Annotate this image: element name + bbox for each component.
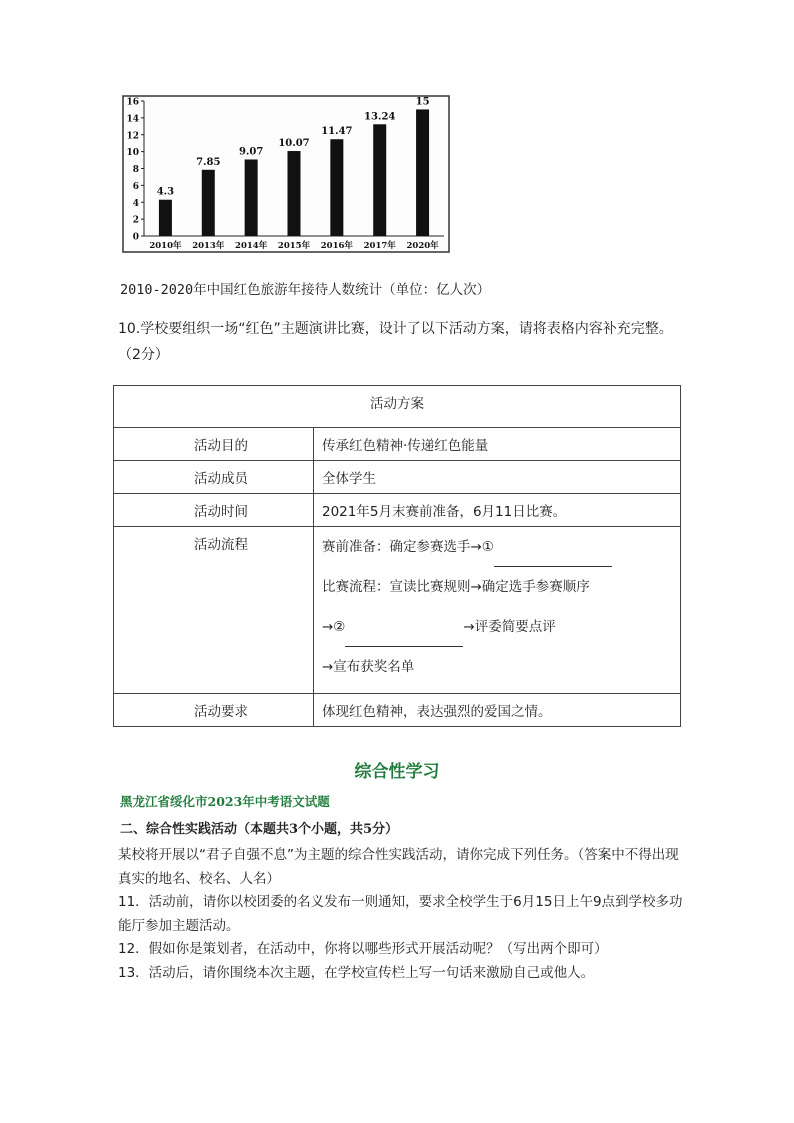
bar-value-label: 9.07 (238, 146, 264, 158)
bar-chart-svg (122, 95, 450, 253)
section-title: 综合性学习 (354, 762, 440, 782)
x-tick-label: 2017年 (363, 241, 396, 251)
y-tick-label: 6 (132, 181, 139, 192)
requirement-value: 体现红色精神，表达强烈的爱国之情。 (314, 694, 681, 727)
question-11: 11．活动前，请你以校团委的名义发布一则通知，要求全校学生于6月15日上午9点到学校多功能厅参加主题活动。 (118, 894, 683, 934)
process-line-4: →宣布获奖名单 (322, 659, 415, 675)
requirement-label: 活动要求 (114, 694, 314, 727)
bar (245, 159, 258, 236)
bar-value-label: 4.3 (156, 186, 175, 198)
bar (416, 109, 429, 236)
time-label: 活动时间 (114, 494, 314, 527)
chart-caption: 2010-2020年中国红色旅游年接待人数统计（单位：亿人次） (120, 282, 491, 298)
y-tick-label: 12 (126, 131, 139, 142)
bar-value-label: 13.24 (364, 111, 396, 123)
y-tick-label: 0 (132, 232, 139, 243)
y-tick-label: 4 (132, 198, 139, 209)
question-10: 10.学校要组织一场“红色”主题演讲比赛，设计了以下活动方案，请将表格内容补充完整。（2分） (118, 321, 673, 363)
purpose-label: 活动目的 (114, 428, 314, 461)
bar (288, 151, 301, 236)
table-header: 活动方案 (114, 386, 681, 428)
process-label: 活动流程 (114, 527, 314, 694)
x-tick-label: 2015年 (277, 241, 311, 251)
table-row (114, 428, 681, 461)
part-heading: 二、综合性实践活动（本题共3个小题，共5分） (120, 822, 399, 837)
blank-1[interactable] (494, 548, 612, 567)
bar-value-label: 15 (415, 96, 430, 108)
y-tick-label: 8 (132, 165, 139, 175)
process-value (314, 527, 681, 694)
bar (330, 139, 343, 236)
bar-value-label: 10.07 (278, 138, 310, 150)
x-tick-label: 2013年 (192, 241, 225, 251)
process-line-2: 比赛流程：宣读比赛规则→确定选手参赛顺序 (322, 579, 590, 595)
blank-2[interactable] (345, 628, 463, 647)
bar (373, 124, 386, 236)
x-tick-label: 2016年 (320, 241, 353, 251)
x-tick-label: 2014年 (235, 241, 268, 251)
members-value: 全体学生 (314, 461, 681, 494)
question-12: 12．假如你是策划者，在活动中，你将以哪些形式开展活动呢？（写出两个即可） (118, 941, 608, 957)
time-value: 2021年5月末赛前准备，6月11日比赛。 (314, 494, 681, 527)
table-row (114, 694, 681, 727)
question-body (118, 844, 688, 985)
exam-source: 黑龙江省绥化市2023年中考语文试题 (120, 794, 330, 809)
y-tick-label: 2 (132, 215, 139, 226)
table-row (114, 461, 681, 494)
bar (159, 200, 172, 236)
y-tick-label: 10 (126, 148, 139, 159)
x-tick-label: 2020年 (406, 241, 439, 251)
members-label: 活动成员 (114, 461, 314, 494)
y-tick-label: 16 (126, 97, 139, 108)
bar-value-label: 7.85 (196, 156, 221, 168)
question-13: 13．活动后，请你围绕本次主题，在学校宣传栏上写一句话来激励自己或他人。 (118, 964, 595, 981)
process-line-3: →② →评委简要点评 (322, 607, 672, 647)
x-tick-label: 2010年 (149, 241, 182, 251)
intro-text: 某校将开展以“君子自强不息”为主题的综合性实践活动，请你完成下列任务。（答案中不得出现真实的地名、校名、人名） (118, 847, 679, 887)
table-row (114, 386, 681, 428)
bar-value-label: 11.47 (321, 126, 353, 138)
table-row (114, 494, 681, 527)
bar-chart (122, 95, 450, 253)
purpose-value: 传承红色精神·传递红色能量 (314, 428, 681, 461)
y-tick-label: 14 (126, 114, 139, 125)
process-line-1: 赛前准备：确定参赛选手→① (322, 527, 672, 567)
table-row (114, 527, 681, 694)
bar (202, 170, 215, 236)
activity-plan-table (113, 385, 681, 727)
